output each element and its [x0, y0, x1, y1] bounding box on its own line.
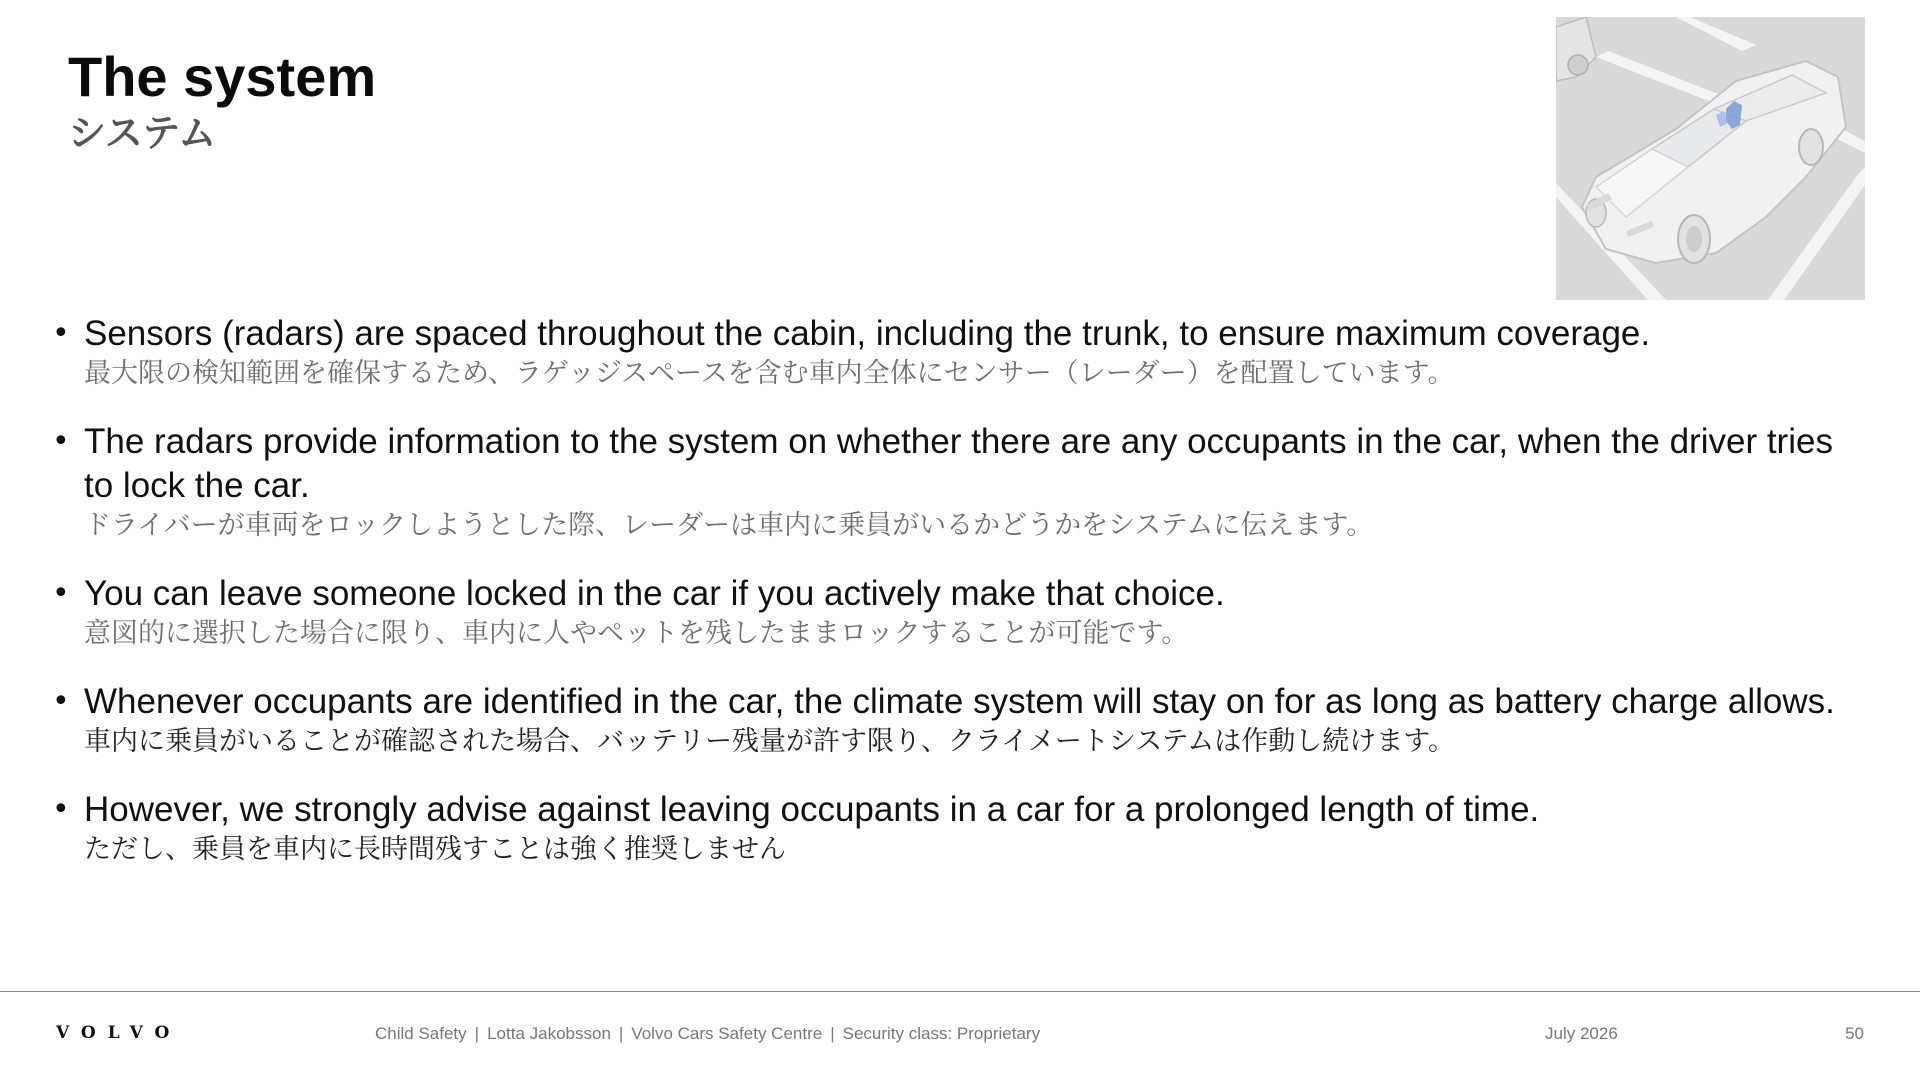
bullet-text-en: Sensors (radars) are spaced throughout the cabin, including the trunk, to ensure maximum coverage. [84, 314, 1651, 353]
footer-author: Lotta Jakobsson [487, 1024, 611, 1043]
bullet-text-en: Whenever occupants are identified in the car, the climate system will stay on for as long as battery charge allows. [84, 682, 1835, 721]
bullet-text-ja: 意図的に選択した場合に限り、車内に人やペットを残したままロックすることが可能です。 [84, 618, 1189, 649]
footer-topic: Child Safety [375, 1024, 467, 1043]
bullet-marker: • [52, 684, 70, 719]
bullet-item [52, 788, 1852, 868]
page-subtitle: システム [68, 111, 217, 155]
bullet-marker: • [52, 424, 70, 459]
bullet-text-en: You can leave someone locked in the car if you actively make that choice. [84, 574, 1225, 613]
page-number: 50 [1845, 1024, 1864, 1043]
car-top-view-icon [1556, 17, 1865, 300]
footer-separator: | [830, 1024, 835, 1043]
bullet-text-ja: 車内に乗員がいることが確認された場合、バッテリー残量が許す限り、クライメートシステムは作動し続けます。 [84, 726, 1456, 757]
footer-meta [375, 1024, 1040, 1044]
bullet-text-en: However, we strongly advise against leaving occupants in a car for a prolonged length of time. [84, 790, 1540, 829]
bullet-text-en: The radars provide information to the system on whether there are any occupants in the car, when the driver tries to lock the car. [84, 422, 1833, 505]
bullet-list [52, 312, 1852, 896]
bullet-text-ja: ただし、乗員を車内に長時間残すことは強く推奨しません [84, 834, 786, 865]
footer-date: July 2026 [1545, 1024, 1618, 1043]
bullet-marker: • [52, 576, 70, 611]
footer-org: Volvo Cars Safety Centre [631, 1024, 823, 1043]
car-illustration [1556, 17, 1865, 300]
footer-security: Security class: Proprietary [842, 1024, 1041, 1043]
bullet-item [52, 420, 1852, 544]
bullet-marker: • [52, 316, 70, 351]
bullet-marker: • [52, 792, 70, 827]
bullet-item [52, 572, 1852, 652]
bullet-text-ja: 最大限の検知範囲を確保するため、ラゲッジスペースを含む車内全体にセンサー（レーダー）を配置しています。 [84, 358, 1455, 389]
footer-separator: | [474, 1024, 480, 1043]
page-title: The system [68, 45, 377, 108]
bullet-item [52, 680, 1852, 760]
bullet-text-ja: ドライバーが車両をロックしようとした際、レーダーは車内に乗員がいるかどうかをシステムに伝えます。 [84, 510, 1374, 541]
bullet-item [52, 312, 1852, 392]
footer-divider [0, 991, 1920, 992]
footer-separator: | [618, 1024, 624, 1043]
volvo-logo: VOLVO [56, 1023, 182, 1043]
